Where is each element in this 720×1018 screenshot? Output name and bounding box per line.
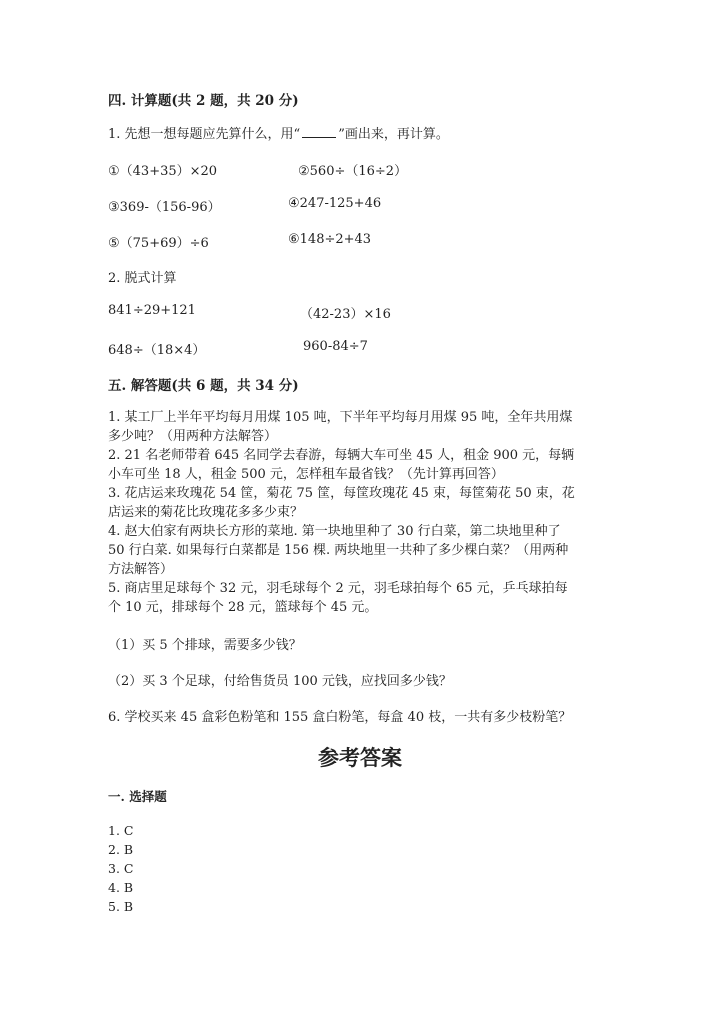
section5-q1-line-2: 多少吨？（用两种方法解答）	[108, 429, 278, 444]
section5-q5-sub1: （1）买 5 个排球，需要多少钱？	[108, 638, 302, 653]
section5-q1-line-1: 1. 某工厂上半年平均每月用煤 105 吨，下半年平均每月用煤 95 吨，全年共用煤	[108, 410, 573, 425]
section5-q2	[108, 446, 574, 484]
section4-q2-item-1: 841÷29+121	[108, 303, 196, 318]
section4-q1-prompt	[108, 123, 449, 142]
section5-q5	[108, 579, 568, 617]
section4-q2-title: 2. 脱式计算	[108, 271, 177, 286]
answers-list	[108, 821, 133, 916]
section5-q2-line-1: 2. 21 名老师带着 645 名同学去春游，每辆大车可坐 45 人，租金 900 元，每辆	[108, 448, 575, 463]
section4-title: 四. 计算题(共 2 题，共 20 分)	[108, 93, 299, 109]
section4-q1-item-1: ①（43+35）×20	[108, 164, 218, 179]
section4-q2-item-4: 960-84÷7	[303, 339, 368, 354]
section5-q1	[108, 408, 572, 446]
section5-q3-line-2: 店运来的菊花比玫瑰花多多少束？	[108, 505, 304, 520]
section5-q4-line-2: 50 行白菜. 如果每行白菜都是 156 棵. 两块地里一共种了多少棵白菜？（用两种	[108, 543, 569, 558]
section4-q1-prefix: 1. 先想一想每题应先算什么，用“	[108, 127, 301, 142]
answer-item-4: 4. B	[108, 880, 134, 895]
section4-q1-item-6: ⑥148÷2+43	[288, 232, 372, 247]
section5-q3	[108, 484, 575, 522]
section5-q5-line-2: 个 10 元，排球每个 28 元，篮球每个 45 元。	[108, 600, 378, 615]
section5-q4	[108, 522, 568, 579]
answer-item-2: 2. B	[108, 842, 134, 857]
underline-blank	[302, 127, 336, 138]
section5-q5-sub2: （2）买 3 个足球，付给售货员 100 元钱，应找回多少钱？	[108, 674, 452, 689]
answer-item-1: 1. C	[108, 823, 134, 838]
section5-q2-line-2: 小车可坐 18 人，租金 500 元，怎样租车最省钱？（先计算再回答）	[108, 467, 504, 482]
answer-item-3: 3. C	[108, 861, 134, 876]
section5-q6: 6. 学校买来 45 盒彩色粉笔和 155 盒白粉笔，每盒 40 枝，一共有多少枝粉笔？	[108, 710, 572, 725]
section4-q2-item-2: （42-23）×16	[300, 307, 391, 322]
section4-q1-item-5: ⑤（75+69）÷6	[108, 236, 209, 251]
answer-item-5: 5. B	[108, 899, 134, 914]
section4-q1-item-4: ④247-125+46	[288, 196, 382, 211]
section5-q4-line-1: 4. 赵大伯家有两块长方形的菜地. 第一块地里种了 30 行白菜，第二块地里种了	[108, 524, 561, 539]
section5-title: 五. 解答题(共 6 题，共 34 分)	[108, 378, 299, 394]
section4-q1-item-2: ②560÷（16÷2）	[298, 164, 408, 179]
answers-section1-title: 一. 选择题	[108, 789, 167, 804]
section4-q1-item-3: ③369-（156-96）	[108, 200, 221, 215]
section5-q4-line-3: 方法解答）	[108, 562, 174, 577]
section5-q3-line-1: 3. 花店运来玫瑰花 54 筐，菊花 75 筐，每筐玫瑰花 45 束，每筐菊花 50 束，花	[108, 486, 575, 501]
section5-q5-line-1: 5. 商店里足球每个 32 元，羽毛球每个 2 元，羽毛球拍每个 65 元，乒乓球拍每	[108, 581, 568, 596]
answers-title: 参考答案	[318, 745, 402, 770]
section4-q1-suffix: ”画出来，再计算。	[338, 127, 449, 142]
section4-q2-item-3: 648÷（18×4）	[108, 343, 206, 358]
